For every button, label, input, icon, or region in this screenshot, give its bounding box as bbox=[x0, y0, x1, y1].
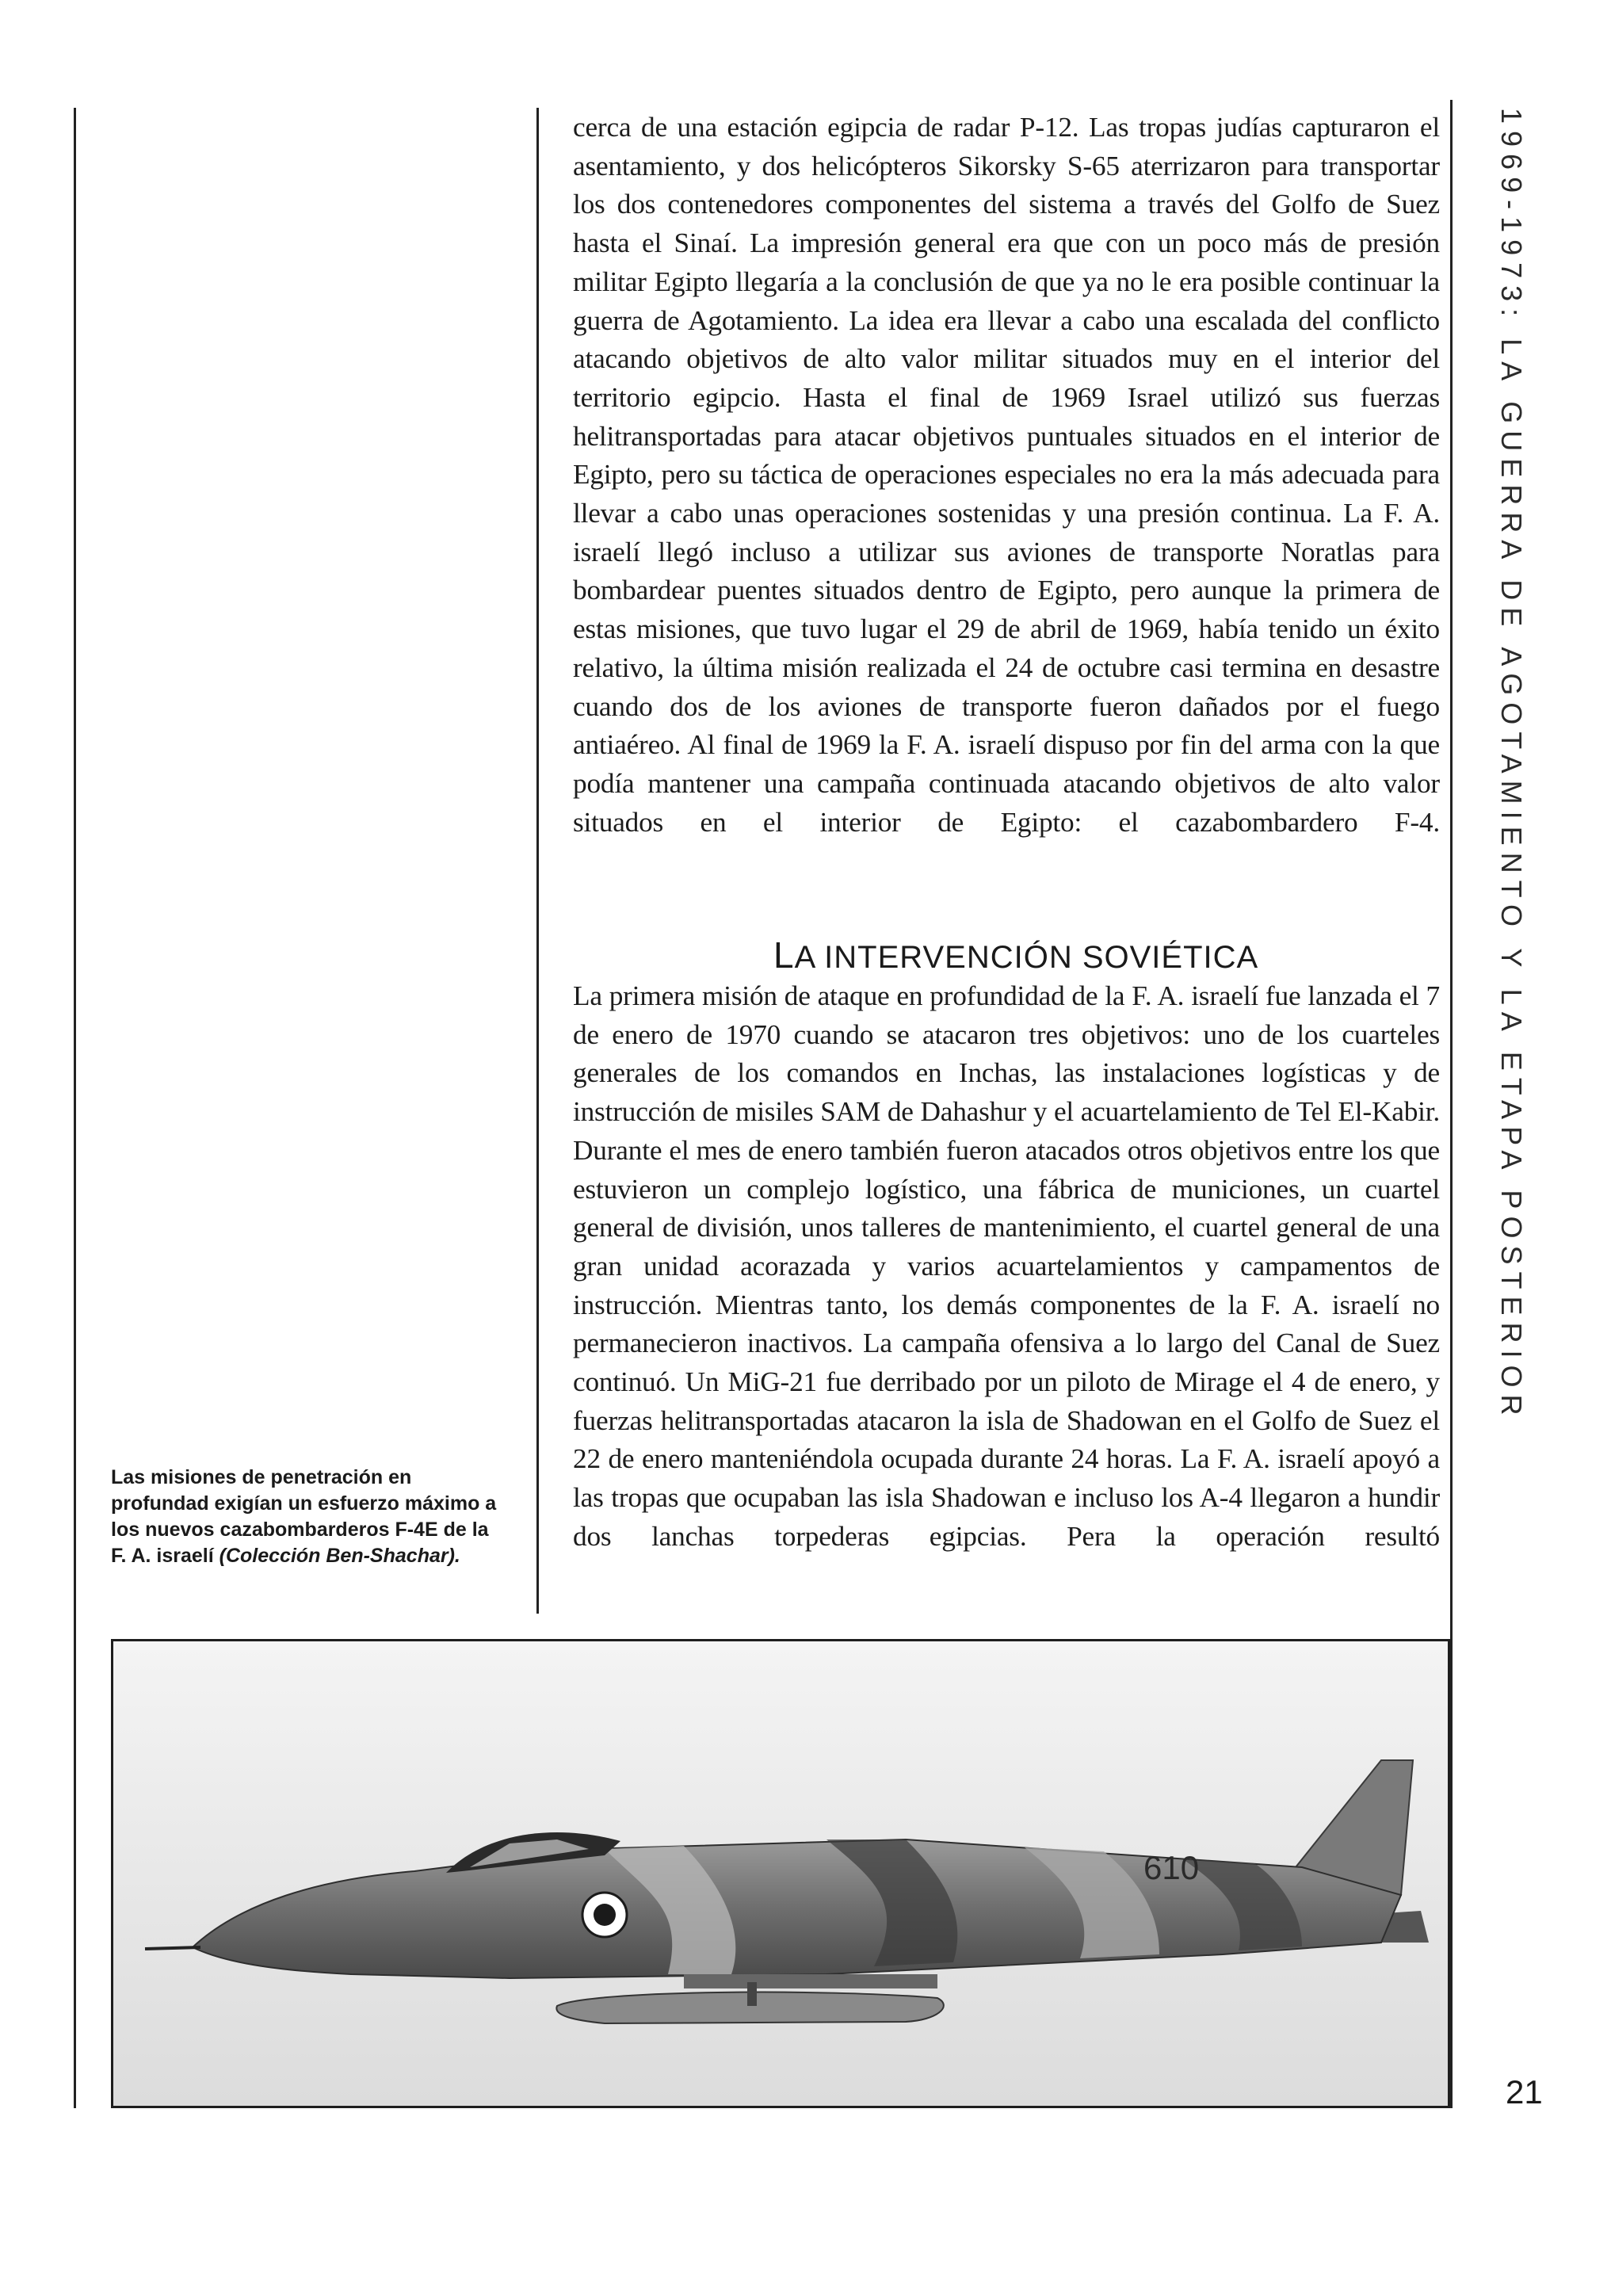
main-text-column-2 bbox=[573, 977, 1440, 1557]
left-margin-rule bbox=[74, 108, 76, 2108]
paragraph-1: cerca de una estación egipcia de radar P-12. Las tropas judías capturaron el asentamiento, y dos helicópteros Sikorsky S-65 aterrizaron para transportar los dos contenedores componentes del sistema a través del Golfo de Suez hasta el Sinaí. La impresión general era que con un poco más de presión militar Egipto llegaría a la conclusión de que ya no le era posible continuar la guerra de Agotamiento. La idea era llevar a cabo una escalada del conflicto atacando objetivos de alto valor militar situados muy en el interior del territorio egipcio. Hasta el final de 1969 Israel utilizó sus fuerzas helitransportadas para atacar objetivos puntuales situados en el interior de Egipto, pero su táctica de operaciones especiales no era la más adecuada para llevar a cabo unas operaciones sostenidas y una presión continua. La F. A. israelí llegó incluso a utilizar sus aviones de transporte Noratlas para bombardear puentes situados dentro de Egipto, pero aunque la primera de estas misiones, que tuvo lugar el 29 de abril de 1969, había tenido un éxito relativo, la última misión realizada el 24 de octubre casi termina en desastre cuando dos de los aviones de transporte fueron dañados por el fuego antiaéreo. Al final de 1969 la F. A. israelí dispuso por fin del arma con la que podía mantener una campaña continuada atacando objetivos de alto valor situados en el interior de Egipto: el cazabombardero F-4. bbox=[573, 112, 1440, 838]
caption-credit: (Colección Ben-Shachar). bbox=[219, 1545, 460, 1567]
paragraph-2: La primera misión de ataque en profundidad de la F. A. israelí fue lanzada el 7 de enero de 1970 cuando se atacaron tres objetivos: uno de los cuarteles generales de los comandos en Inchas, las instalaciones logísticas y de instrucción de misiles SAM de Dahashur y el acuartelamiento de Tel El-Kabir. Durante el mes de enero también fueron atacados otros objetivos entre los que estuvieron un complejo logístico, una fábrica de municiones, un cuartel general de división, unos talleres de mantenimiento, el cuartel general de una gran unidad acorazada y varios acuartelamientos y campamentos de instrucción. Mientras tanto, los demás componentes de la F. A. israelí no permanecieron inactivos. La campaña ofensiva a lo largo del Canal de Suez continuó. Un MiG-21 fue derribado por un piloto de Mirage el 4 de enero, y fuerzas helitransportadas atacaron la isla de Shadowan en el Golfo de Suez el 22 de enero manteniéndola ocupada durante 24 horas. La F. A. israelí apoyó a las tropas que ocupaban las isla Shadowan e incluso los A-4 llegaron a hundir dos lanchas torpederas egipcias. Pera la operación resultó bbox=[573, 980, 1440, 1552]
f4e-phantom-icon bbox=[113, 1641, 1448, 2106]
right-margin-rule bbox=[1450, 100, 1453, 2108]
caption-text: Las misiones de penetración en profundad exigían un esfuerzo máximo a los nuevos cazabombarderos F-4E de la F. A. israelí bbox=[111, 1466, 497, 1567]
section-heading-text: A INTERVENCIÓN SOVIÉTICA bbox=[794, 940, 1259, 975]
section-heading-initial: L bbox=[773, 934, 795, 976]
column-divider-rule bbox=[536, 108, 539, 1614]
tail-number: 610 bbox=[1143, 1849, 1200, 1886]
main-text-column bbox=[573, 109, 1440, 842]
photo-caption bbox=[111, 1465, 507, 1569]
section-heading bbox=[773, 934, 1258, 976]
aircraft-photo bbox=[111, 1639, 1450, 2108]
running-header: 1969-1973: LA GUERRA DE AGOTAMIENTO Y LA ETAPA POSTERIOR bbox=[1495, 108, 1528, 1423]
page-number: 21 bbox=[1506, 2073, 1543, 2111]
